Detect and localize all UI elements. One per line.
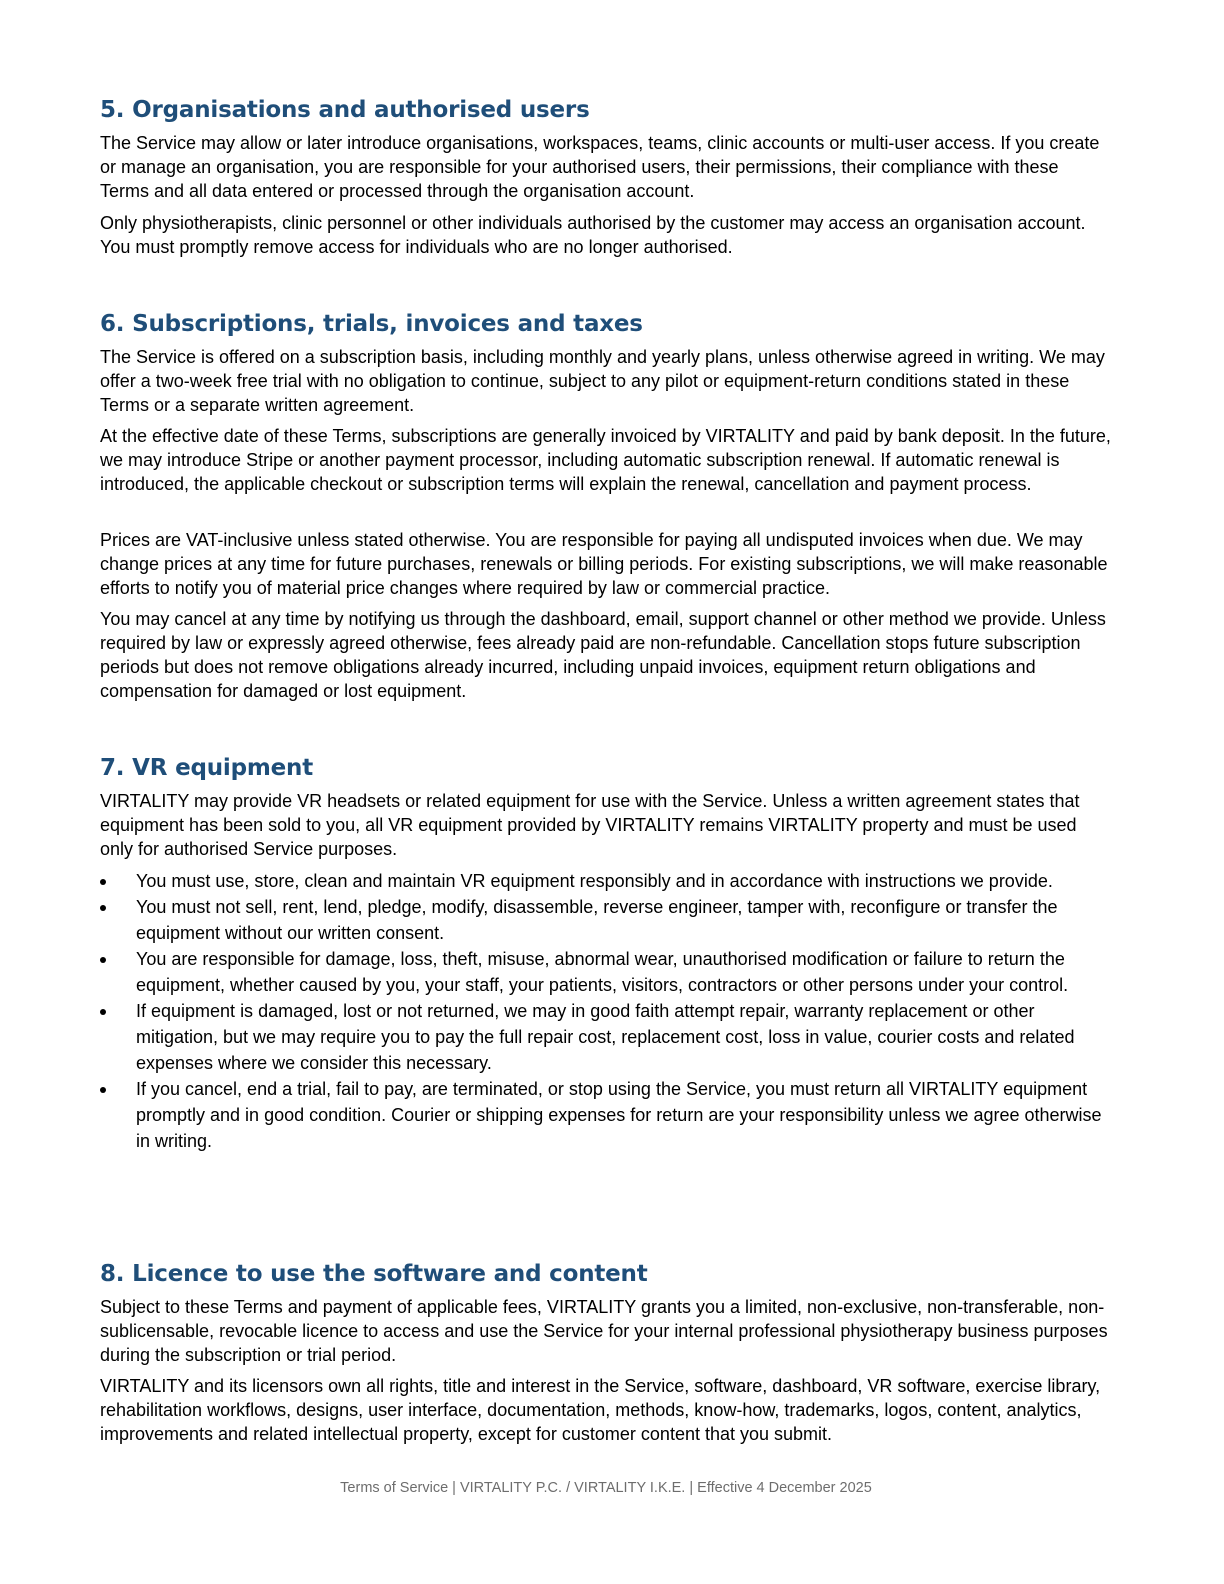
bullet-dot [100, 957, 106, 963]
section-6-paragraph: The Service is offered on a subscription basis, including monthly and yearly plans, unless otherwise agreed in writing. We may offer a two-week free trial with no obligation to continue, subject to any pilot or equipment-return conditions stated in these Terms or a separate written agreement. [100, 347, 1105, 415]
bullet-text: If you cancel, end a trial, fail to pay, are terminated, or stop using the Service, you must return all VIRTALITY equipment promptly and in good condition. Courier or shipping expenses for return are your responsibility unless we agree otherwise in writing. [136, 1079, 1102, 1151]
list-item [100, 998, 1112, 1076]
section-8-heading: 8. Licence to use the software and content [100, 1261, 648, 1287]
section-5-heading: 5. Organisations and authorised users [100, 97, 590, 123]
section-6-paragraph: Prices are VAT-inclusive unless stated otherwise. You are responsible for paying all undisputed invoices when due. We may change prices at any time for future purchases, renewals or billing periods. For existing subscriptions, we will make reasonable efforts to notify you of material price changes where required by law or commercial practice. [100, 530, 1108, 598]
bullet-dot [100, 905, 106, 911]
section-6-paragraph: At the effective date of these Terms, subscriptions are generally invoiced by VIRTALITY and paid by bank deposit. In the future, we may introduce Stripe or another payment processor, including automatic subscription renewal. If automatic renewal is introduced, the applicable checkout or subscription terms will explain the renewal, cancellation and payment process. [100, 426, 1111, 494]
section-6-paragraph: You may cancel at any time by notifying us through the dashboard, email, support channel or other method we provide. Unless required by law or expressly agreed otherwise, fees already paid are non-refundable. Cancellation stops future subscription periods but does not remove obligations already incurred, including unpaid invoices, equipment return obligations and compensation for damaged or lost equipment. [100, 609, 1106, 701]
bullet-text: You must not sell, rent, lend, pledge, modify, disassemble, reverse engineer, tamper with, reconfigure or transfer the equipment without our written consent. [136, 897, 1058, 943]
bullet-text: If equipment is damaged, lost or not returned, we may in good faith attempt repair, warranty replacement or other mitigation, but we may require you to pay the full repair cost, replacement cost, loss in value, courier costs and related expenses where we consider this necessary. [136, 1001, 1075, 1073]
section-5-paragraph: Only physiotherapists, clinic personnel or other individuals authorised by the customer may access an organisation account. You must promptly remove access for individuals who are no longer authorised. [100, 213, 1086, 257]
bullet-text: You are responsible for damage, loss, theft, misuse, abnormal wear, unauthorised modification or failure to return the equipment, whether caused by you, your staff, your patients, visitors, contractors or other persons under your control. [136, 949, 1069, 995]
equipment-bullet-list [100, 868, 1112, 1154]
list-item [100, 868, 1112, 894]
section-7-heading: 7. VR equipment [100, 755, 313, 781]
list-item [100, 946, 1112, 998]
section-8-paragraph: Subject to these Terms and payment of applicable fees, VIRTALITY grants you a limited, non-exclusive, non-transferable, non-sublicensable, revocable licence to access and use the Service for your internal professional physiotherapy business purposes during the subscription or trial period. [100, 1297, 1108, 1365]
bullet-text: You must use, store, clean and maintain VR equipment responsibly and in accordance with instructions we provide. [136, 871, 1053, 891]
bullet-dot [100, 1087, 106, 1093]
page-footer: Terms of Service | VIRTALITY P.C. / VIRTALITY I.K.E. | Effective 4 December 2025 [340, 1480, 872, 1496]
list-item [100, 1076, 1112, 1154]
section-7-paragraph: VIRTALITY may provide VR headsets or related equipment for use with the Service. Unless a written agreement states that equipment has been sold to you, all VR equipment provided by VIRTALITY remains VIRTALITY property and must be used only for authorised Service purposes. [100, 791, 1080, 859]
section-8-paragraph: VIRTALITY and its licensors own all rights, title and interest in the Service, software, dashboard, VR software, exercise library, rehabilitation workflows, designs, user interface, documentation, methods, know-how, trademarks, logos, content, analytics, improvements and related intellectual property, except for customer content that you submit. [100, 1376, 1101, 1444]
bullet-dot [100, 879, 106, 885]
section-6-heading: 6. Subscriptions, trials, invoices and taxes [100, 311, 643, 337]
list-item [100, 894, 1112, 946]
bullet-dot [100, 1009, 106, 1015]
section-5-paragraph: The Service may allow or later introduce organisations, workspaces, teams, clinic accounts or multi-user access. If you create or manage an organisation, you are responsible for your authorised users, their permissions, their compliance with these Terms and all data entered or processed through the organisation account. [100, 133, 1100, 201]
